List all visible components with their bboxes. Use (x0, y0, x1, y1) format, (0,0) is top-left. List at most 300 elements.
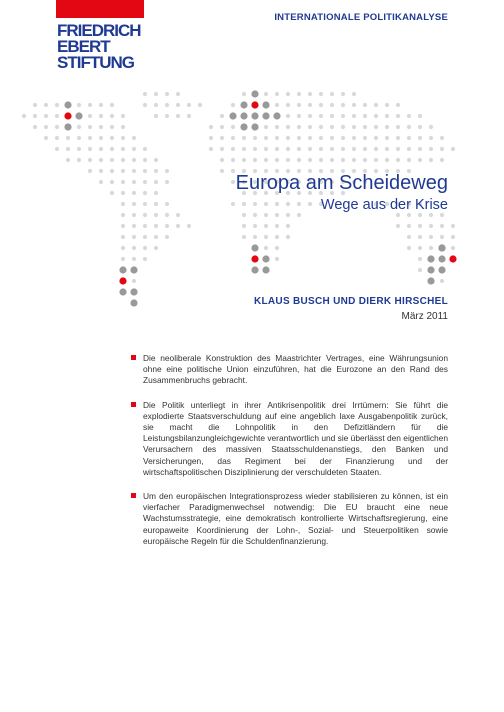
map-dot (176, 103, 180, 107)
map-dot (429, 235, 433, 239)
bullet-square-icon (131, 402, 136, 407)
map-dot (275, 213, 279, 217)
map-dot (440, 147, 444, 151)
map-dot (165, 114, 169, 118)
map-dot (231, 180, 235, 184)
map-dot (418, 246, 422, 250)
map-dot-dark (130, 266, 137, 273)
map-dot (253, 213, 257, 217)
map-dot (330, 158, 334, 162)
map-dot (319, 114, 323, 118)
map-dot (341, 125, 345, 129)
map-dot (121, 224, 125, 228)
map-dot (352, 114, 356, 118)
map-dot (275, 158, 279, 162)
map-dot (286, 125, 290, 129)
map-dot (99, 180, 103, 184)
publication-date: März 2011 (401, 311, 448, 322)
map-dot (55, 147, 59, 151)
map-dot (143, 224, 147, 228)
logo-line-1: FRIEDRICH (57, 21, 141, 40)
map-dot (264, 158, 268, 162)
map-dot (77, 125, 81, 129)
map-dot (121, 191, 125, 195)
map-dot (242, 147, 246, 151)
map-dot (363, 158, 367, 162)
map-dot (440, 213, 444, 217)
bullet-square-icon (131, 493, 136, 498)
map-dot (209, 136, 213, 140)
map-dot (143, 246, 147, 250)
map-dot (88, 158, 92, 162)
map-dot (330, 136, 334, 140)
authors: KLAUS BUSCH UND DIERK HIRSCHEL (253, 296, 448, 307)
map-dot (297, 213, 301, 217)
map-dot-dark (273, 112, 280, 119)
map-dot (418, 257, 422, 261)
map-dot (132, 158, 136, 162)
map-dot (143, 147, 147, 151)
map-dot (440, 224, 444, 228)
map-dot (275, 246, 279, 250)
map-dot (407, 114, 411, 118)
map-dot (352, 158, 356, 162)
map-dot (275, 147, 279, 151)
map-dot (143, 191, 147, 195)
map-dot (220, 158, 224, 162)
map-dot (110, 169, 114, 173)
map-dot (77, 158, 81, 162)
map-dot-dark (240, 101, 247, 108)
map-dot (308, 158, 312, 162)
map-dot (440, 158, 444, 162)
map-dot (352, 92, 356, 96)
map-dot (209, 125, 213, 129)
map-dot (286, 92, 290, 96)
map-dot (374, 147, 378, 151)
map-dot (165, 224, 169, 228)
map-dot (319, 92, 323, 96)
map-dot-red (64, 112, 71, 119)
map-dot (132, 191, 136, 195)
map-dot (88, 147, 92, 151)
map-dot (319, 158, 323, 162)
map-dot (418, 268, 422, 272)
map-dot (352, 103, 356, 107)
map-dot (363, 114, 367, 118)
map-dot (154, 191, 158, 195)
map-dot (99, 147, 103, 151)
map-dot (121, 257, 125, 261)
map-dot (286, 114, 290, 118)
map-dot (396, 136, 400, 140)
map-dot (121, 246, 125, 250)
map-dot (143, 213, 147, 217)
map-dot (264, 213, 268, 217)
map-dot (275, 103, 279, 107)
map-dot (99, 103, 103, 107)
map-dot (330, 103, 334, 107)
map-dot (143, 92, 147, 96)
map-dot (286, 235, 290, 239)
logo-red-bar (56, 0, 144, 18)
map-dot (407, 224, 411, 228)
map-dot (275, 202, 279, 206)
map-dot (352, 147, 356, 151)
map-dot (418, 147, 422, 151)
map-dot (253, 136, 257, 140)
map-dot (407, 158, 411, 162)
map-dot (297, 114, 301, 118)
map-dot (110, 147, 114, 151)
map-dot (44, 103, 48, 107)
map-dot (110, 103, 114, 107)
map-dot (77, 136, 81, 140)
map-dot (154, 114, 158, 118)
map-dot (374, 158, 378, 162)
summary-item: Die neoliberale Konstruktion des Maastrichter Vertrages, eine Währungsunion ohne eine politische Union einzuführen, hat die Eurozone an den Rand des Zusammenbruchs gebracht. (131, 353, 448, 387)
map-dot (121, 136, 125, 140)
map-dot (396, 114, 400, 118)
map-dot (66, 147, 70, 151)
map-dot (99, 125, 103, 129)
map-dot (407, 213, 411, 217)
map-dot (451, 224, 455, 228)
map-dot (264, 202, 268, 206)
map-dot (132, 279, 136, 283)
map-dot (264, 235, 268, 239)
map-dot (418, 136, 422, 140)
map-dot (264, 136, 268, 140)
map-dot (242, 235, 246, 239)
map-dot-dark (251, 266, 258, 273)
map-dot (121, 114, 125, 118)
map-dot (22, 114, 26, 118)
map-dot (396, 147, 400, 151)
map-dot (231, 147, 235, 151)
map-dot (132, 224, 136, 228)
map-dot (88, 136, 92, 140)
map-dot (44, 136, 48, 140)
map-dot (429, 125, 433, 129)
map-dot (88, 103, 92, 107)
map-dot-dark (119, 288, 126, 295)
map-dot (143, 103, 147, 107)
map-dot-dark (240, 123, 247, 130)
map-dot (385, 103, 389, 107)
map-dot (451, 235, 455, 239)
map-dot (220, 169, 224, 173)
map-dot (286, 136, 290, 140)
map-dot (275, 125, 279, 129)
map-dot-dark (75, 112, 82, 119)
map-dot (385, 125, 389, 129)
map-dot (220, 125, 224, 129)
map-dot (330, 92, 334, 96)
map-dot (297, 147, 301, 151)
map-dot (253, 235, 257, 239)
map-dot (275, 235, 279, 239)
map-dot (429, 136, 433, 140)
document-title: Europa am Scheideweg (235, 172, 448, 194)
map-dot (429, 246, 433, 250)
map-dot (121, 158, 125, 162)
map-dot (242, 158, 246, 162)
map-dot (231, 136, 235, 140)
map-dot (396, 224, 400, 228)
map-dot (363, 136, 367, 140)
map-dot (308, 92, 312, 96)
map-dot (264, 224, 268, 228)
map-dot-dark (438, 255, 445, 262)
map-dot (132, 246, 136, 250)
map-dot (341, 103, 345, 107)
map-dot (253, 224, 257, 228)
map-dot (154, 158, 158, 162)
map-dot-dark (64, 101, 71, 108)
map-dot (407, 125, 411, 129)
map-dot (110, 114, 114, 118)
map-dot (187, 103, 191, 107)
map-dot (110, 191, 114, 195)
map-dot (132, 235, 136, 239)
map-dot (165, 103, 169, 107)
map-dot (440, 279, 444, 283)
map-dot (132, 213, 136, 217)
map-dot (77, 103, 81, 107)
map-dot (77, 147, 81, 151)
map-dot (385, 147, 389, 151)
map-dot (286, 202, 290, 206)
map-dot (165, 180, 169, 184)
map-dot (396, 125, 400, 129)
map-dot (231, 103, 235, 107)
map-dot (99, 158, 103, 162)
map-dot (110, 180, 114, 184)
map-dot (121, 235, 125, 239)
map-dot (297, 202, 301, 206)
map-dot (385, 158, 389, 162)
map-dot (451, 246, 455, 250)
map-dot (66, 136, 70, 140)
map-dot (231, 202, 235, 206)
map-dot (407, 246, 411, 250)
map-dot (143, 180, 147, 184)
map-dot (154, 103, 158, 107)
map-dot (396, 158, 400, 162)
logo-line-2: EBERT (57, 37, 110, 56)
map-dot (418, 235, 422, 239)
map-dot (451, 147, 455, 151)
map-dot (330, 125, 334, 129)
map-dot (374, 125, 378, 129)
map-dot (154, 92, 158, 96)
map-dot-dark (64, 123, 71, 130)
map-dot-red (449, 255, 456, 262)
bullet-square-icon (131, 355, 136, 360)
map-dot (363, 103, 367, 107)
map-dot (253, 158, 257, 162)
map-dot (341, 158, 345, 162)
map-dot (154, 180, 158, 184)
map-dot (286, 224, 290, 228)
map-dot (55, 103, 59, 107)
map-dot (341, 136, 345, 140)
fes-logo (56, 0, 146, 72)
map-dot (264, 92, 268, 96)
map-dot (176, 114, 180, 118)
map-dot (264, 147, 268, 151)
map-dot (275, 136, 279, 140)
map-dot (418, 114, 422, 118)
map-dot (88, 114, 92, 118)
map-dot (308, 136, 312, 140)
map-dot (44, 125, 48, 129)
map-dot (231, 125, 235, 129)
map-dot (242, 92, 246, 96)
map-dot-dark (438, 244, 445, 251)
map-dot (374, 103, 378, 107)
map-dot (33, 103, 37, 107)
map-dot (165, 169, 169, 173)
map-dot (198, 103, 202, 107)
map-dot (55, 136, 59, 140)
map-dot (396, 103, 400, 107)
map-dot (132, 257, 136, 261)
map-dot-red (119, 277, 126, 284)
map-dot (297, 92, 301, 96)
map-dot (242, 202, 246, 206)
map-dot (132, 136, 136, 140)
map-dot (176, 92, 180, 96)
map-dot-red (251, 255, 258, 262)
map-dot (44, 114, 48, 118)
map-dot (154, 169, 158, 173)
document-subtitle: Wege aus der Krise (320, 197, 448, 213)
map-dot (429, 158, 433, 162)
map-dot (55, 125, 59, 129)
map-dot-dark (251, 90, 258, 97)
map-dot (440, 136, 444, 140)
map-dot (385, 114, 389, 118)
map-dot-dark (262, 112, 269, 119)
map-dot (407, 235, 411, 239)
map-dot (286, 158, 290, 162)
map-dot (176, 213, 180, 217)
map-dot (33, 114, 37, 118)
map-dot (286, 213, 290, 217)
map-dot-dark (251, 123, 258, 130)
map-dot (143, 257, 147, 261)
map-dot-dark (251, 244, 258, 251)
map-dot (143, 169, 147, 173)
map-dot (308, 202, 312, 206)
map-dot (330, 147, 334, 151)
map-dot (308, 125, 312, 129)
map-dot (253, 147, 257, 151)
map-dot (418, 213, 422, 217)
map-dot-dark (427, 266, 434, 273)
map-dot (429, 147, 433, 151)
map-dot (341, 147, 345, 151)
map-dot (231, 169, 235, 173)
map-dot (88, 169, 92, 173)
map-dot (286, 147, 290, 151)
map-dot (187, 114, 191, 118)
map-dot (264, 246, 268, 250)
map-dot-dark (130, 299, 137, 306)
map-dot (121, 147, 125, 151)
map-dot (165, 213, 169, 217)
map-dot (231, 158, 235, 162)
map-dot (99, 136, 103, 140)
map-dot (154, 224, 158, 228)
map-dot-dark (427, 277, 434, 284)
map-dot (297, 125, 301, 129)
map-dot (99, 169, 103, 173)
map-dot (374, 114, 378, 118)
map-dot (220, 136, 224, 140)
map-dot (253, 202, 257, 206)
map-dot (121, 169, 125, 173)
map-dot (154, 235, 158, 239)
map-dot (176, 224, 180, 228)
map-dot (132, 180, 136, 184)
map-dot-dark (427, 255, 434, 262)
map-dot (297, 158, 301, 162)
map-dot (352, 125, 356, 129)
map-dot (143, 158, 147, 162)
map-dot (297, 136, 301, 140)
map-dot-dark (229, 112, 236, 119)
map-dot (143, 235, 147, 239)
map-dot (165, 235, 169, 239)
map-dot (132, 147, 136, 151)
map-dot (88, 125, 92, 129)
map-dot (187, 224, 191, 228)
logo-line-3: STIFTUNG (57, 53, 134, 72)
map-dot (418, 224, 422, 228)
map-dot (209, 147, 213, 151)
map-dot (429, 213, 433, 217)
map-dot (165, 92, 169, 96)
map-dot (66, 158, 70, 162)
summary-item: Die Politik unterliegt in ihrer Antikrisenpolitik drei Irrtümern: Sie führt die explodierte Staatsverschuldung auf eine angeblich laxe Ausgabenpolitik zurück, sie macht die Lohnpolitik in den Defizitländern für die Leistungsbilanzungleichgewichte verantwortlich und sie überlässt den eigentlichen Verursachern des massiven Staatsschuldenanstiegs, den Banken und Versicherungen, das Regiment bei der Finanzierung und der wirtschaftspolitischen Disziplinierung der verschuldeten Staaten. (131, 400, 448, 478)
map-dot (154, 202, 158, 206)
map-dot (220, 114, 224, 118)
map-dot (429, 224, 433, 228)
map-dot (352, 136, 356, 140)
map-dot (407, 147, 411, 151)
map-dot (154, 213, 158, 217)
summary-list (131, 353, 448, 560)
map-dot (264, 125, 268, 129)
map-dot (33, 125, 37, 129)
map-dot (110, 136, 114, 140)
map-dot (396, 213, 400, 217)
map-dot (308, 147, 312, 151)
map-dot (341, 92, 345, 96)
map-dot (242, 213, 246, 217)
map-dot-dark (130, 288, 137, 295)
map-dot (319, 147, 323, 151)
map-dot (308, 114, 312, 118)
map-dot (385, 136, 389, 140)
map-dot (319, 125, 323, 129)
map-dot (121, 180, 125, 184)
map-dot (297, 103, 301, 107)
map-dot-dark (240, 112, 247, 119)
